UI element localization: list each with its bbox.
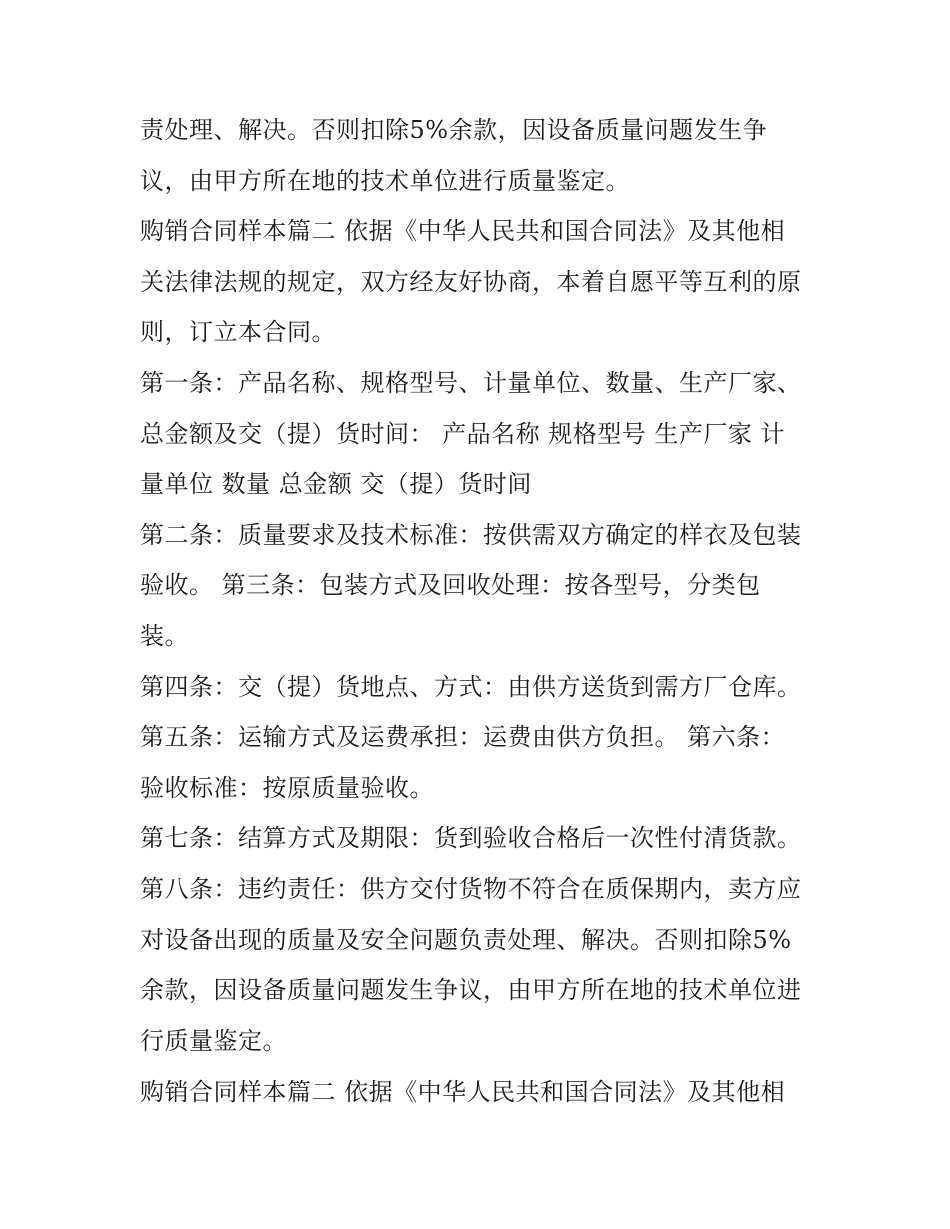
text-line: 量单位 数量 总金额 交（提）货时间 (140, 470, 532, 498)
text-line: 装。 (140, 622, 189, 650)
text-line: 则，订立本合同。 (140, 318, 336, 346)
text-line: 对设备出现的质量及安全问题负责处理、解决。否则扣除5% (140, 926, 792, 954)
text-line: 第八条：违约责任：供方交付货物不符合在质保期内，卖方应 (140, 875, 802, 903)
text-line: 验收。 第三条：包装方式及回收处理：按各型号，分类包 (140, 571, 761, 599)
text-line: 关法律法规的规定，双方经友好协商，本着自愿平等互利的原 (140, 268, 802, 296)
text-line: 购销合同样本篇二 依据《中华人民共和国合同法》及其他相 (140, 217, 786, 245)
text-line: 验收标准：按原质量验收。 (140, 774, 434, 802)
text-line: 第五条：运输方式及运费承担：运费由供方负担。 第六条： (140, 723, 786, 751)
text-line: 议，由甲方所在地的技术单位进行质量鉴定。 (140, 167, 630, 195)
text-line: 第二条：质量要求及技术标准：按供需双方确定的样衣及包装 (140, 521, 802, 549)
text-line: 第七条：结算方式及期限：货到验收合格后一次性付清货款。 (140, 824, 802, 852)
text-line: 责处理、解决。否则扣除5%余款，因设备质量问题发生争 (140, 116, 768, 144)
text-line: 购销合同样本篇二 依据《中华人民共和国合同法》及其他相 (140, 1078, 786, 1106)
text-line: 总金额及交（提）货时间： 产品名称 规格型号 生产厂家 计 (140, 420, 786, 448)
text-line: 第四条：交（提）货地点、方式：由供方送货到需方厂仓库。 (140, 673, 802, 701)
text-line: 余款，因设备质量问题发生争议，由甲方所在地的技术单位进 (140, 976, 802, 1004)
text-line: 第一条：产品名称、规格型号、计量单位、数量、生产厂家、 (140, 369, 802, 397)
text-line: 行质量鉴定。 (140, 1027, 287, 1055)
